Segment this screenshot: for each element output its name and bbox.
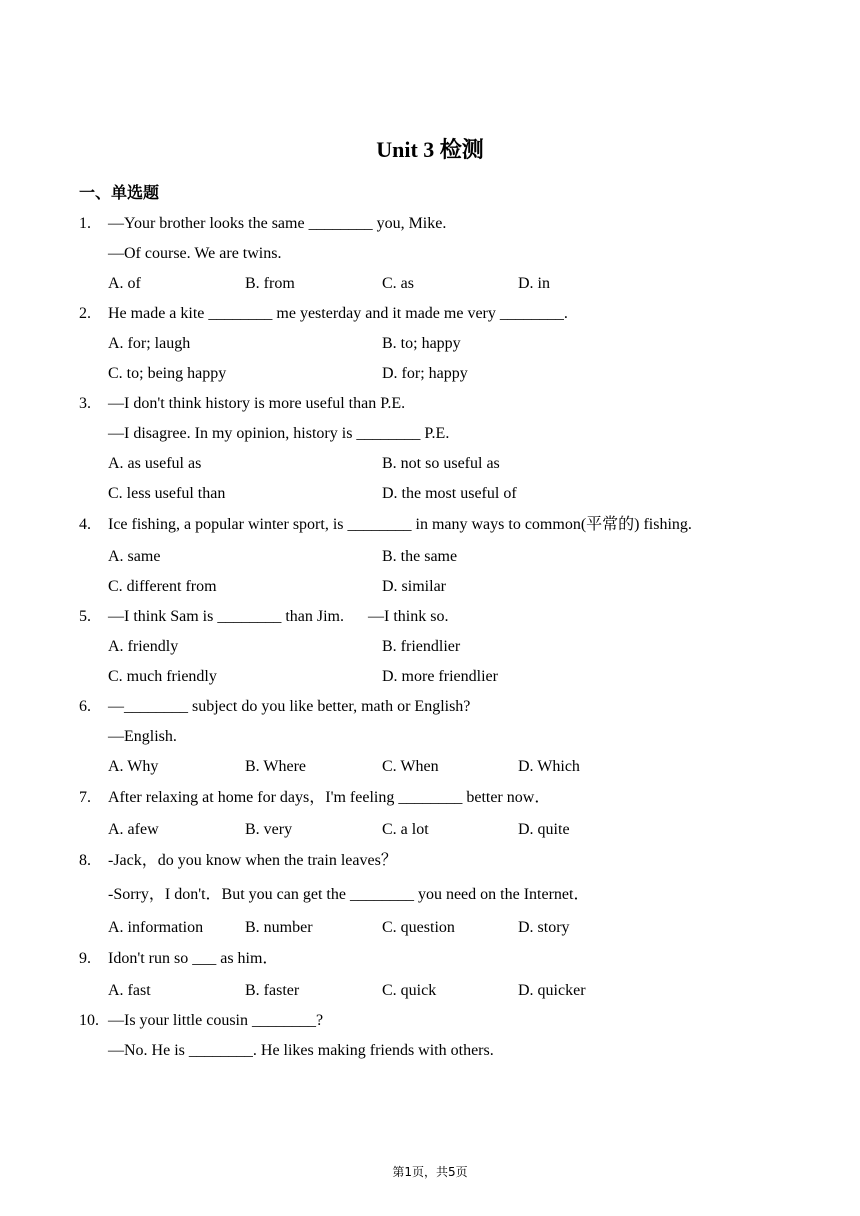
- question-text: —I think Sam is ________ than Jim. —I think so.: [108, 608, 449, 625]
- option-c: C. a lot: [382, 821, 429, 838]
- option-c: C. different from: [108, 578, 217, 595]
- question-number: 5.: [79, 608, 91, 625]
- question-number: 10.: [79, 1012, 99, 1029]
- question-text: -Sorry，I don't．But you can get the ________ you need on the Internet．: [108, 886, 590, 903]
- question-text: Idon't run so ___ as him．: [108, 950, 279, 967]
- question-text: Ice fishing, a popular winter sport, is ________ in many ways to common(平常的) fishing.: [108, 516, 692, 533]
- question-text: —Is your little cousin ________?: [108, 1012, 324, 1029]
- option-a: A. same: [108, 548, 161, 565]
- option-b: B. very: [245, 821, 293, 838]
- option-b: B. number: [245, 919, 313, 936]
- option-a: A. for; laugh: [108, 335, 191, 352]
- option-c: C. as: [382, 275, 414, 292]
- option-d: D. quicker: [518, 982, 586, 999]
- question-number: 2.: [79, 305, 91, 322]
- option-b: B. the same: [382, 548, 458, 565]
- option-b: B. friendlier: [382, 638, 461, 655]
- option-a: A. afew: [108, 821, 159, 838]
- question-number: 7.: [79, 789, 91, 806]
- option-b: B. Where: [245, 758, 307, 775]
- question-number: 9.: [79, 950, 91, 967]
- option-a: A. friendly: [108, 638, 179, 655]
- option-c: C. to; being happy: [108, 365, 227, 382]
- question-text: —English.: [108, 728, 177, 745]
- option-a: A. Why: [108, 758, 159, 775]
- question-text: -Jack，do you know when the train leaves？: [108, 852, 397, 869]
- option-c: C. quick: [382, 982, 437, 999]
- option-b: B. to; happy: [382, 335, 461, 352]
- option-a: A. of: [108, 275, 141, 292]
- section-heading: 一、单选题: [79, 183, 160, 202]
- option-d: D. the most useful of: [382, 485, 517, 502]
- question-number: 1.: [79, 215, 91, 232]
- question-number: 6.: [79, 698, 91, 715]
- question-text: —Of course. We are twins.: [108, 245, 282, 262]
- question-text: —I don't think history is more useful than P.E.: [108, 395, 406, 412]
- option-d: D. similar: [382, 578, 446, 595]
- question-number: 4.: [79, 516, 91, 533]
- option-b: B. faster: [245, 982, 300, 999]
- option-d: D. story: [518, 919, 570, 936]
- question-text: —I disagree. In my opinion, history is ________ P.E.: [108, 425, 450, 442]
- question-text: —No. He is ________. He likes making friends with others.: [108, 1042, 494, 1059]
- option-d: D. Which: [518, 758, 580, 775]
- option-d: D. for; happy: [382, 365, 468, 382]
- option-c: C. question: [382, 919, 455, 936]
- option-a: A. as useful as: [108, 455, 202, 472]
- option-c: C. When: [382, 758, 439, 775]
- question-text: —________ subject do you like better, math or English?: [108, 698, 471, 715]
- question-number: 3.: [79, 395, 91, 412]
- option-d: D. quite: [518, 821, 570, 838]
- option-d: D. in: [518, 275, 550, 292]
- page-title: Unit 3 检测: [376, 137, 484, 162]
- question-number: 8.: [79, 852, 91, 869]
- question-text: After relaxing at home for days，I'm feeling ________ better now．: [108, 789, 551, 806]
- page-footer: 第1页，共5页: [392, 1165, 468, 1179]
- option-c: C. less useful than: [108, 485, 226, 502]
- option-c: C. much friendly: [108, 668, 217, 685]
- question-text: —Your brother looks the same ________ you, Mike.: [108, 215, 447, 232]
- question-text: He made a kite ________ me yesterday and it made me very ________.: [108, 305, 568, 322]
- option-b: B. not so useful as: [382, 455, 500, 472]
- option-b: B. from: [245, 275, 295, 292]
- option-a: A. information: [108, 919, 204, 936]
- option-a: A. fast: [108, 982, 151, 999]
- option-d: D. more friendlier: [382, 668, 498, 685]
